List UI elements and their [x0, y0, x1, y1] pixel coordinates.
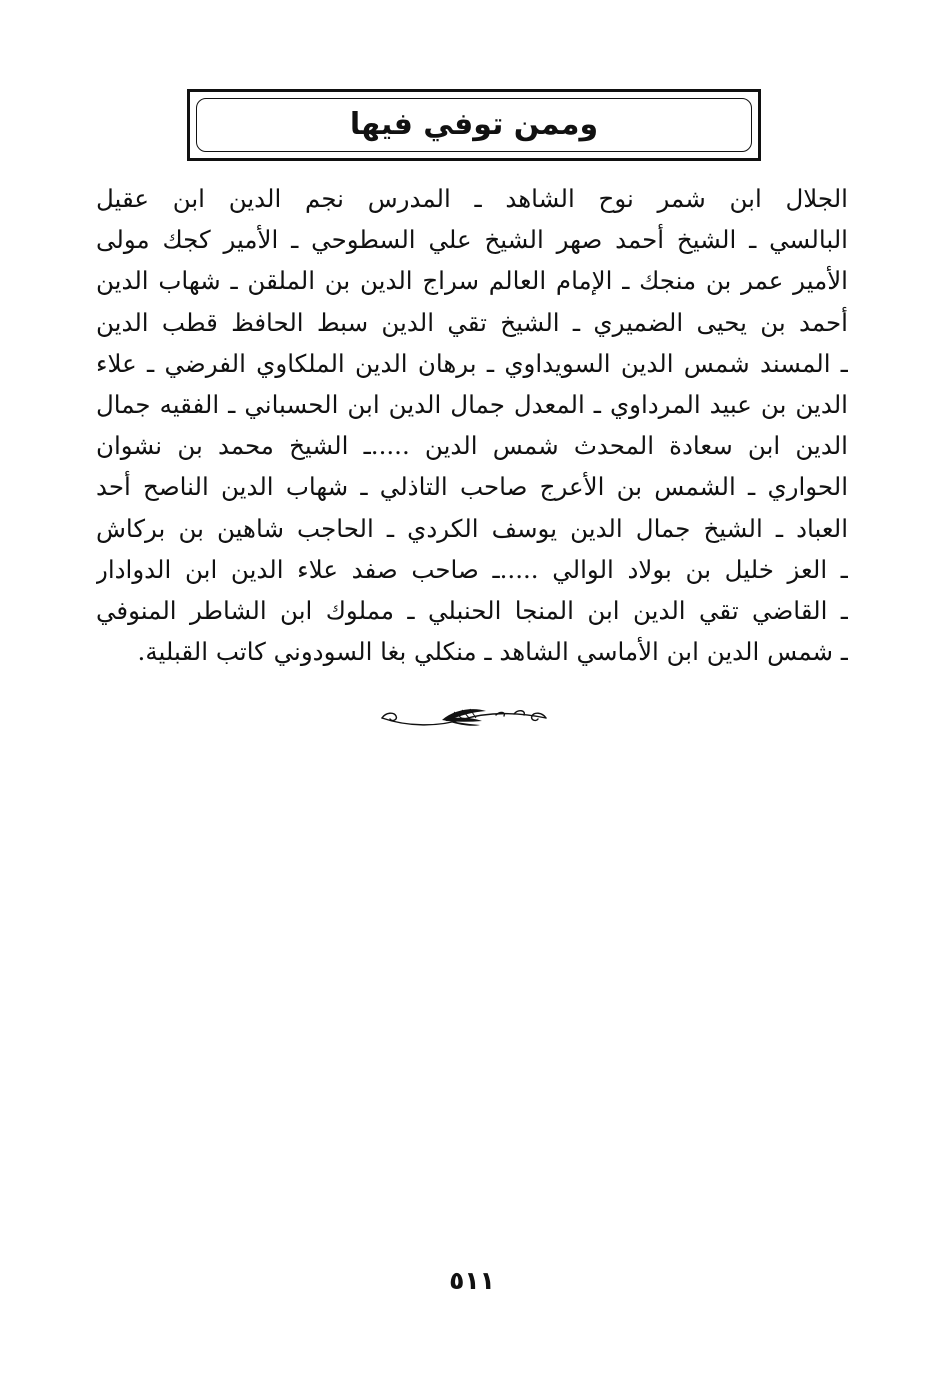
text-line: الحواري ـ الشمس بن الأعرج صاحب التاذلي ـ شهاب الدين الناصح أحد	[96, 472, 848, 502]
text-line: الدين ابن سعادة المحدث شمس الدين .....ـ الشيخ محمد بن نشوان	[96, 431, 848, 461]
heading-inner-frame	[196, 98, 752, 152]
text-line: الأمير عمر بن منجك ـ الإمام العالم سراج الدين بن الملقن ـ شهاب الدين	[96, 266, 848, 296]
text-line: الدين بن عبيد المرداوي ـ المعدل جمال الدين ابن الحسباني ـ الفقيه جمال	[96, 389, 848, 419]
text-line: أحمد بن يحيى الضميري ـ الشيخ تقي الدين سبط الحافظ قطب الدين	[96, 307, 848, 337]
text-line: ـ شمس الدين ابن الأماسي الشاهد ـ منكلي بغا السودوني كاتب القبلية.	[137, 637, 848, 667]
ornament-divider-icon	[378, 703, 552, 733]
text-line: الجلال ابن شمر نوح الشاهد ـ المدرس نجم الدين ابن عقيل	[96, 184, 848, 213]
text-line: ـ المسند شمس الدين السويداوي ـ برهان الدين الملكاوي الفرضي ـ علاء	[96, 348, 848, 378]
heading-frame	[187, 89, 761, 161]
text-line: ـ القاضي تقي الدين ابن المنجا الحنبلي ـ مملوك ابن الشاطر المنوفي	[96, 595, 848, 625]
text-line: البالسي ـ الشيخ أحمد صهر الشيخ علي السطوحي ـ الأمير كجك مولى	[96, 225, 848, 255]
text-line: ـ العز خليل بن بولاد الوالي .....ـ صاحب صفد علاء الدين ابن الدوادار	[96, 554, 848, 584]
text-line: العباد ـ الشيخ جمال الدين يوسف الكردي ـ الحاجب شاهين بن بركاش	[96, 513, 848, 543]
page-number: ٥١١	[449, 1266, 495, 1295]
section-heading: وممن توفي فيها	[349, 107, 599, 142]
body-paragraph	[96, 178, 848, 672]
